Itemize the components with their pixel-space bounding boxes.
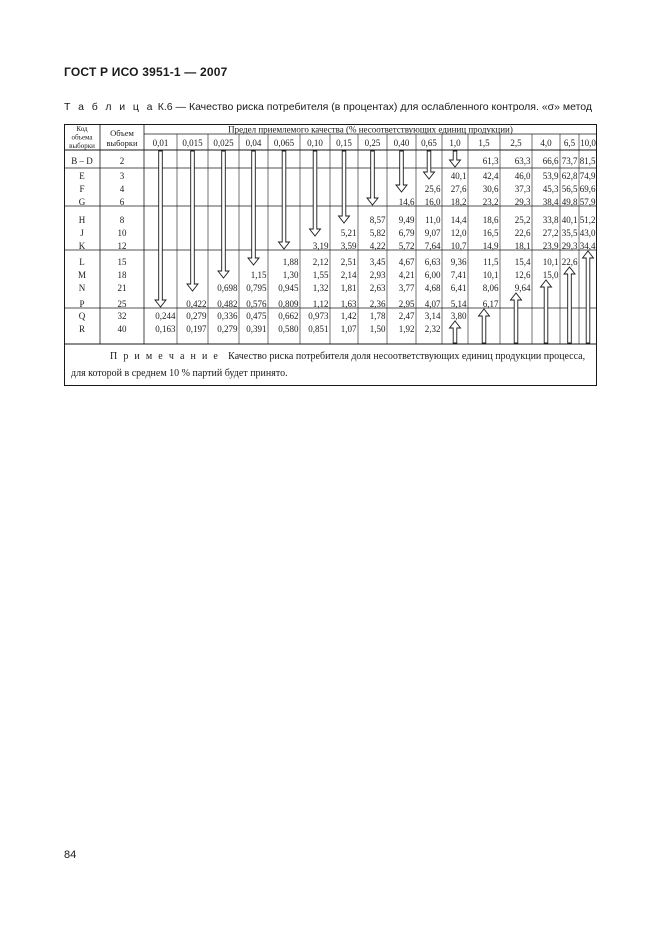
aql-value-5: 0,10 <box>307 138 323 148</box>
table-cell: 8,57 <box>369 215 386 225</box>
table-cell: 63,3 <box>514 156 531 166</box>
table-cell: 66,6 <box>542 156 559 166</box>
aql-value-15: 10,0 <box>580 138 596 148</box>
row-code: F <box>79 184 85 194</box>
table-cell: 37,3 <box>514 184 531 194</box>
row-sample-size: 6 <box>119 197 125 207</box>
row-sample-size: 10 <box>117 228 127 238</box>
header-aql-title: Предел приемлемого качества (% несоответствующих единиц продукции) <box>228 124 513 135</box>
aql-value-6: 0,15 <box>336 138 352 148</box>
table-cell: 0,391 <box>246 324 267 334</box>
table-cell: 6,63 <box>424 257 441 267</box>
up-arrow-icon <box>511 293 522 343</box>
aql-value-11: 1,5 <box>478 138 490 148</box>
table-cell: 9,64 <box>514 283 531 293</box>
table-cell: 7,64 <box>424 241 441 251</box>
table-cell: 4,07 <box>424 299 441 309</box>
table-cell: 6,00 <box>424 270 441 280</box>
table-cell: 2,14 <box>340 270 357 280</box>
row-code: G <box>78 197 86 207</box>
aql-value-14: 6,5 <box>563 138 576 148</box>
down-arrow-icon <box>218 151 229 278</box>
table-cell: 0,197 <box>186 324 207 334</box>
table-cell: 15,0 <box>542 270 559 280</box>
down-arrow-icon <box>424 151 435 179</box>
aql-value-2: 0,025 <box>213 138 234 148</box>
aql-value-13: 4,0 <box>540 138 552 148</box>
table-cell: 0,576 <box>246 299 267 309</box>
table-cell: 4,68 <box>424 283 441 293</box>
table-cell: 25,2 <box>514 215 531 225</box>
table-caption <box>64 101 592 113</box>
table-cell: 14,9 <box>482 241 499 251</box>
down-arrow-icon <box>339 151 350 223</box>
table-cell: 1,42 <box>340 311 357 321</box>
aql-value-12: 2,5 <box>510 138 522 148</box>
table-cell: 27,2 <box>542 228 559 238</box>
table-cell: 0,851 <box>308 324 329 334</box>
table-cell: 16,5 <box>482 228 499 238</box>
table-cell: 0,279 <box>217 324 238 334</box>
header-code-label: Код <box>76 125 88 133</box>
down-arrow-icon <box>450 151 461 167</box>
table-cell: 12,0 <box>450 228 467 238</box>
row-code: B – D <box>71 156 93 166</box>
table-cell: 33,8 <box>542 215 559 225</box>
table-cell: 45,3 <box>542 184 559 194</box>
aql-value-4: 0,065 <box>273 138 295 148</box>
table-cell: 3,59 <box>340 241 357 251</box>
table-cell: 8,06 <box>482 283 499 293</box>
row-code: E <box>79 171 85 181</box>
table-cell: 0,163 <box>155 324 176 334</box>
table-cell: 1,63 <box>340 299 357 309</box>
table-cell: 23,2 <box>482 197 499 207</box>
table-cell: 2,63 <box>369 283 386 293</box>
row-code: Q <box>78 311 86 321</box>
table-cell: 9,49 <box>398 215 415 225</box>
row-sample-size: 18 <box>117 270 127 280</box>
table-cell: 69,6 <box>579 184 596 194</box>
table-cell: 4,67 <box>398 257 415 267</box>
down-arrow-icon <box>187 151 198 291</box>
table-cell: 1,78 <box>369 311 386 321</box>
up-arrow-icon <box>541 280 552 343</box>
table-cell: 0,336 <box>217 311 238 321</box>
row-code: J <box>80 228 84 238</box>
row-sample-size: 32 <box>117 311 127 321</box>
table-cell: 14,6 <box>398 197 415 207</box>
note-text-line-2: для которой в среднем 10 % партий будет принято. <box>71 368 288 379</box>
consumer-risk-table-grid <box>64 124 597 386</box>
row-code: H <box>78 215 86 225</box>
table-cell: 1,88 <box>282 257 299 267</box>
up-arrow-icon <box>564 267 575 343</box>
table-cell: 2,12 <box>312 257 329 267</box>
row-code: N <box>78 283 86 293</box>
table-cell: 0,580 <box>278 324 299 334</box>
aql-value-9: 0,65 <box>421 138 437 148</box>
table-cell: 49,8 <box>561 197 578 207</box>
aql-value-1: 0,015 <box>182 138 203 148</box>
up-arrow-icon <box>583 251 594 343</box>
table-cell: 1,15 <box>250 270 267 280</box>
table-cell: 2,95 <box>398 299 415 309</box>
table-cell: 4,21 <box>398 270 415 280</box>
table-cell: 46,0 <box>514 171 531 181</box>
table-cell: 0,698 <box>217 283 238 293</box>
table-cell: 2,93 <box>369 270 386 280</box>
table-cell: 23,9 <box>542 241 559 251</box>
table-cell: 4,22 <box>369 241 386 251</box>
table-cell: 18,1 <box>514 241 531 251</box>
table-cell: 51,2 <box>579 215 596 225</box>
row-sample-size: 40 <box>117 324 127 334</box>
table-cell: 0,662 <box>278 311 299 321</box>
table-cell: 74,9 <box>579 171 596 181</box>
table-cell: 57,9 <box>579 197 596 207</box>
table-cell: 1,92 <box>398 324 415 334</box>
table-cell: 25,6 <box>424 184 441 194</box>
table-cell: 6,79 <box>398 228 415 238</box>
row-code: L <box>79 257 85 267</box>
table-cell: 14,4 <box>450 215 467 225</box>
row-sample-size: 4 <box>119 184 125 194</box>
row-sample-size: 25 <box>117 299 127 309</box>
table-cell: 0,244 <box>155 311 176 321</box>
table-cell: 3,19 <box>312 241 329 251</box>
table-cell: 11,0 <box>425 215 441 225</box>
table-cell: 10,1 <box>482 270 499 280</box>
table-cell: 3,80 <box>450 311 467 321</box>
table-cell: 9,07 <box>424 228 441 238</box>
table-cell: 1,30 <box>282 270 299 280</box>
row-sample-size: 2 <box>119 156 125 166</box>
down-arrow-icon <box>367 151 378 205</box>
page-number: 84 <box>64 849 77 861</box>
table-cell: 2,47 <box>398 311 415 321</box>
table-cell: 40,1 <box>561 215 578 225</box>
table-cell: 15,4 <box>514 257 531 267</box>
table-cell: 27,6 <box>450 184 467 194</box>
table-cell: 2,36 <box>369 299 386 309</box>
table-cell: 10,7 <box>450 241 467 251</box>
table-cell: 6,41 <box>450 283 467 293</box>
table-cell: 16,0 <box>424 197 441 207</box>
table-cell: 1,32 <box>312 283 329 293</box>
table-cell: 18,6 <box>482 215 499 225</box>
table-cell: 38,4 <box>542 197 559 207</box>
row-sample-size: 15 <box>117 257 127 267</box>
up-arrow-icon <box>450 321 461 343</box>
header-code-label: выборки <box>69 142 95 150</box>
table-cell: 1,55 <box>312 270 329 280</box>
table-cell: 2,51 <box>340 257 357 267</box>
table-cell: 18,2 <box>450 197 467 207</box>
down-arrow-icon <box>396 151 407 192</box>
table-cell: 5,72 <box>398 241 415 251</box>
row-sample-size: 8 <box>119 215 125 225</box>
table-cell: 40,1 <box>450 171 467 181</box>
down-arrow-icon <box>155 151 166 307</box>
table-cell: 0,809 <box>278 299 299 309</box>
table-cell: 0,482 <box>217 299 238 309</box>
table-cell: 1,81 <box>340 283 357 293</box>
table-cell: 6,17 <box>482 299 499 309</box>
table-cell: 73,7 <box>561 156 578 166</box>
table-cell: 0,945 <box>278 283 299 293</box>
table-cell: 1,50 <box>369 324 386 334</box>
table-caption-text: К.6 — Качество риска потребителя (в процентах) для ослабленного контроля. «σ» метод <box>157 101 593 113</box>
row-code: R <box>78 324 86 334</box>
table-cell: 3,77 <box>398 283 415 293</box>
row-code: M <box>77 270 87 280</box>
aql-value-0: 0,01 <box>152 138 169 148</box>
table-cell: 0,973 <box>308 311 329 321</box>
table-cell: 61,3 <box>482 156 499 166</box>
down-arrow-icon <box>279 151 290 249</box>
table-cell: 43,0 <box>579 228 596 238</box>
table-cell: 29,3 <box>514 197 531 207</box>
table-cell: 10,1 <box>542 257 559 267</box>
table-cell: 12,6 <box>514 270 531 280</box>
table-cell: 22,6 <box>561 257 578 267</box>
row-sample-size: 12 <box>117 241 127 251</box>
table-cell: 7,41 <box>450 270 467 280</box>
aql-value-3: 0,04 <box>245 138 262 148</box>
table-cell: 56,5 <box>561 184 578 194</box>
header-size-label: Объем <box>110 128 134 138</box>
table-cell: 3,45 <box>369 257 386 267</box>
header-size-label: выборки <box>106 138 138 148</box>
table-cell: 11,5 <box>483 257 499 267</box>
table-cell: 30,6 <box>482 184 499 194</box>
table-cell: 2,32 <box>424 324 441 334</box>
down-arrow-icon <box>310 151 321 236</box>
document-code-header: ГОСТ Р ИСО 3951-1 — 2007 <box>64 65 228 79</box>
table-cell: 22,6 <box>514 228 531 238</box>
aql-value-10: 1,0 <box>449 138 461 148</box>
up-arrow-icon <box>479 309 490 343</box>
row-code: K <box>78 241 86 251</box>
note-label: П р и м е ч а н и е <box>110 351 220 362</box>
table-cell: 62,8 <box>561 171 578 181</box>
table-cell: 53,9 <box>542 171 559 181</box>
table-cell: 9,36 <box>450 257 467 267</box>
table-cell: 35,5 <box>561 228 578 238</box>
row-sample-size: 3 <box>119 171 125 181</box>
table-cell: 5,82 <box>369 228 386 238</box>
table-cell: 5,21 <box>340 228 357 238</box>
table-cell: 42,4 <box>482 171 499 181</box>
table-cell: 0,795 <box>246 283 267 293</box>
table-cell: 1,12 <box>312 299 329 309</box>
row-code: P <box>79 299 85 309</box>
table-cell: 34,4 <box>579 241 596 251</box>
table-cell: 3,14 <box>424 311 441 321</box>
table-cell: 0,279 <box>186 311 207 321</box>
table-caption-label: Т а б л и ц а <box>64 101 155 113</box>
consumer-risk-table <box>64 124 597 386</box>
table-cell: 81,5 <box>579 156 596 166</box>
table-cell: 5,14 <box>450 299 467 309</box>
table-cell: 1,07 <box>340 324 357 334</box>
aql-value-7: 0,25 <box>364 138 381 148</box>
table-cell: 0,422 <box>186 299 207 309</box>
table-cell: 29,3 <box>561 241 578 251</box>
aql-value-8: 0,40 <box>393 138 410 148</box>
note-text-line-1: Качество риска потребителя доля несоответствующих единиц продукции процесса, <box>228 351 586 362</box>
header-code-label: объема <box>71 133 93 142</box>
row-sample-size: 21 <box>117 283 127 293</box>
table-cell: 0,475 <box>246 311 267 321</box>
